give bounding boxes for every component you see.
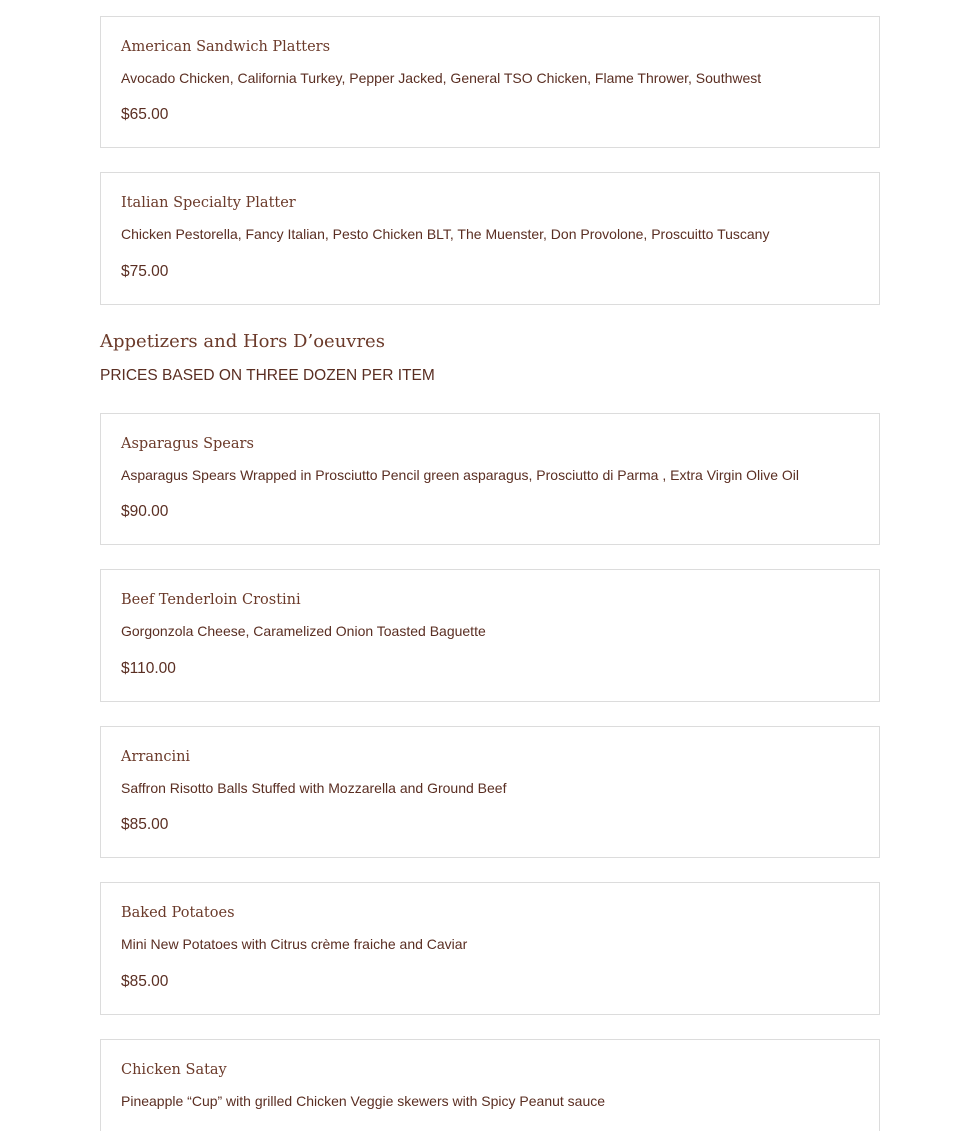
menu-item-description: Gorgonzola Cheese, Caramelized Onion Toasted Baguette	[121, 623, 486, 639]
menu-item-price: $65.00	[121, 106, 169, 123]
menu-item-card	[100, 1039, 880, 1131]
menu-item-description: Saffron Risotto Balls Stuffed with Mozzarella and Ground Beef	[121, 780, 507, 796]
menu-item-description: Pineapple “Cup” with grilled Chicken Veggie skewers with Spicy Peanut sauce	[121, 1093, 606, 1109]
menu-item-price: $85.00	[121, 816, 169, 833]
menu-item-title: Asparagus Spears	[121, 436, 254, 452]
menu-item-description: Chicken Pestorella, Fancy Italian, Pesto Chicken BLT, The Muenster, Don Provolone, Proscuitto Tuscany	[121, 226, 770, 242]
menu-item-price: $85.00	[121, 973, 169, 990]
menu-item-card	[100, 882, 880, 1015]
menu-item-description: Asparagus Spears Wrapped in Prosciutto Pencil green asparagus, Prosciutto di Parma , Extra Virgin Olive Oil	[121, 467, 800, 483]
menu-item-price: $75.00	[121, 263, 169, 280]
menu-item-title: Italian Specialty Platter	[121, 195, 296, 211]
menu-item-title: Baked Potatoes	[121, 905, 235, 921]
menu-item-price: $90.00	[121, 503, 169, 520]
menu-item-card	[100, 726, 880, 858]
menu-item-title: Chicken Satay	[121, 1062, 227, 1078]
menu-item-price: $110.00	[121, 660, 176, 677]
section-heading: Appetizers and Hors D’oeuvres	[100, 331, 385, 352]
menu-item-card	[100, 16, 880, 148]
menu-item-title: Arrancini	[121, 749, 191, 765]
menu-item-description: Mini New Potatoes with Citrus crème fraiche and Caviar	[121, 936, 468, 952]
section-subheading: PRICES BASED ON THREE DOZEN PER ITEM	[100, 367, 435, 384]
menu-item-description: Avocado Chicken, California Turkey, Pepper Jacked, General TSO Chicken, Flame Thrower, Southwest	[121, 70, 762, 86]
menu-item-card	[100, 413, 880, 545]
menu-item-card	[100, 569, 880, 702]
menu-item-title: Beef Tenderloin Crostini	[121, 592, 301, 608]
menu-item-card	[100, 172, 880, 305]
menu-item-title: American Sandwich Platters	[121, 39, 331, 55]
